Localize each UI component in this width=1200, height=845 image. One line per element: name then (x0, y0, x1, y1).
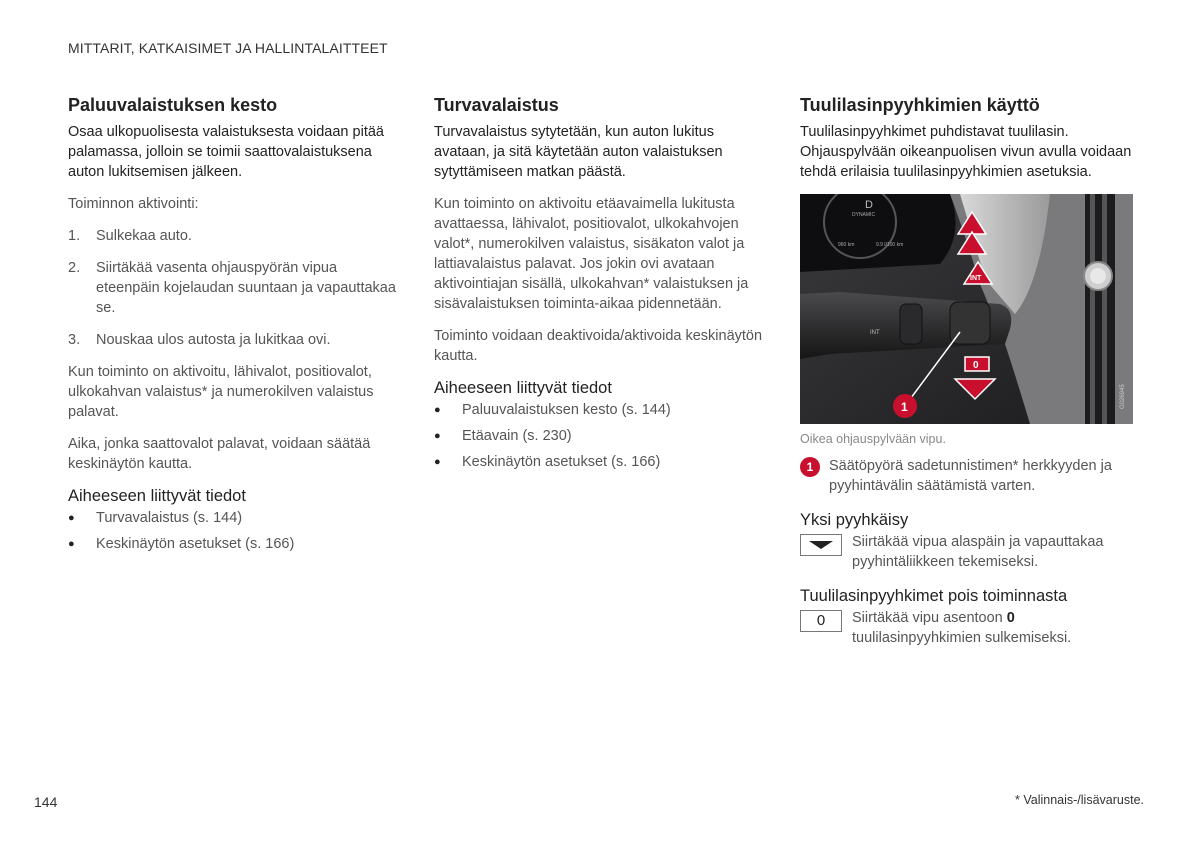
intro-text: Tuulilasinpyyhkimet puhdistavat tuulilasin. Ohjauspylvään oikeanpuolisen vivun avulla voidaan tehdä erilaisia tuulilasinpyyhkimien asetuksia. (800, 124, 1132, 180)
list-item: 3. Nouskaa ulos autosta ja lukitkaa ovi. (68, 332, 331, 348)
section-heading: Tuulilasinpyyhkimien käyttö (800, 95, 1040, 115)
paragraph: Toiminto voidaan deaktivoida/aktivoida keskinäytön kautta. (434, 328, 763, 364)
activation-label: Toiminnon aktivointi: (68, 196, 199, 212)
related-list (434, 400, 764, 472)
related-heading: Aiheeseen liittyvät tiedot (434, 379, 612, 397)
callout-item (800, 456, 1135, 496)
intro-text: Osaa ulkopuolisesta valaistuksesta voidaan pitää palamassa, jolloin se toimii saattovalaistuksena auton lukitsemisen jälkeen. (68, 124, 384, 180)
single-wipe-heading: Yksi pyyhkäisy (800, 511, 909, 529)
related-link[interactable]: ● Keskinäytön asetukset (s. 166) (68, 536, 295, 552)
svg-text:DYNAMIC: DYNAMIC (852, 212, 876, 218)
figure-caption: Oikea ohjauspylvään vipu. (800, 432, 946, 446)
running-header: MITTARIT, KATKAISIMET JA HALLINTALAITTEET (68, 40, 388, 56)
callout-text: Säätöpyörä sadetunnistimen* herkkyyden ja pyyhintävälin säätämistä varten. (829, 458, 1112, 494)
svg-text:9.9 l/100 km: 9.9 l/100 km (876, 242, 904, 248)
wipers-off-row (800, 608, 1135, 648)
list-item: 2. Siirtäkää vasenta ohjauspyörän vipua eteenpäin kojelaudan suuntaan ja vapauttakaa se. (68, 260, 396, 316)
wiper-stalk-illustration (800, 194, 1133, 424)
related-link[interactable]: ● Keskinäytön asetukset (s. 166) (434, 454, 661, 470)
footnote: * Valinnais-/lisävaruste. (1015, 793, 1144, 807)
svg-text:960 km: 960 km (838, 242, 855, 248)
wipers-off-text: Siirtäkää vipu asentoon 0 tuulilasinpyyhkimien sulkemiseksi. (852, 610, 1072, 646)
section-heading: Turvavalaistus (434, 95, 559, 115)
wipers-off-heading: Tuulilasinpyyhkimet pois toiminnasta (800, 587, 1068, 605)
related-link[interactable]: ● Etäavain (s. 230) (434, 428, 572, 444)
paragraph: Kun toiminto on aktivoitu etäavaimella lukitusta avattaessa, lähivalot, positiovalot, ulkokahvojen valot*, numerokilven valaistus, sisäkaton valot ja lattiavalaistus palavat. Jos jokin ovi avataan aktivointiajan sisällä, ulkokahvan* valaistuksen ja sisävalaistuksen toiminta-aikaa pidennetään. (434, 196, 749, 312)
paragraph: Kun toiminto on aktivoitu, lähivalot, positiovalot, ulkokahvan valaistus* ja numerokilven valaistus palavat. (68, 364, 374, 420)
steps-list (68, 226, 398, 350)
svg-text:1: 1 (901, 400, 908, 414)
wiper-stalk-figure (800, 194, 1133, 424)
related-link[interactable]: ● Paluuvalaistuksen kesto (s. 144) (434, 402, 671, 418)
paragraph: Aika, jonka saattovalot palavat, voidaan säätää keskinäytön kautta. (68, 436, 371, 472)
related-link[interactable]: ● Turvavalaistus (s. 144) (68, 510, 243, 526)
svg-text:INT: INT (970, 275, 982, 282)
single-wipe-text: Siirtäkää vipua alaspäin ja vapauttakaa pyyhintäliikkeen tekemiseksi. (852, 534, 1104, 570)
column-return-lighting (68, 94, 398, 560)
intro-text: Turvavalaistus sytytetään, kun auton lukitus avataan, ja sitä käytetään auton valaistuksen sytyttämiseen matkan päästä. (434, 124, 723, 180)
callout-number-badge: 1 (800, 457, 820, 477)
section-heading: Paluuvalaistuksen kesto (68, 95, 278, 115)
list-item: 1. Sulkekaa auto. (68, 228, 192, 244)
svg-text:0: 0 (973, 360, 979, 371)
page-number: 144 (34, 794, 58, 810)
svg-text:G026945: G026945 (1120, 384, 1126, 409)
related-list (68, 508, 398, 554)
zero-position-icon: 0 (800, 610, 842, 632)
svg-text:INT: INT (870, 330, 880, 336)
svg-text:D: D (865, 199, 873, 211)
down-arrow-icon (800, 534, 842, 556)
single-wipe-row (800, 532, 1135, 572)
related-heading: Aiheeseen liittyvät tiedot (68, 487, 246, 505)
column-security-lighting (434, 94, 764, 478)
column-wipers (800, 94, 1135, 662)
